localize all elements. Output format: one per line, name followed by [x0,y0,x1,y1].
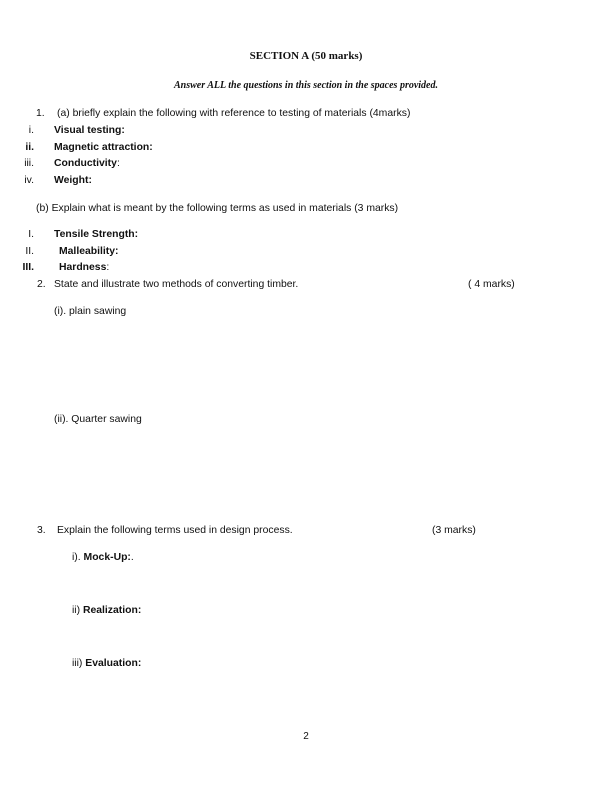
q2-number: 2. [37,279,46,290]
q2-item-quarter-sawing: (ii). Quarter sawing [54,414,142,425]
q3-number: 3. [37,525,46,536]
q1a-item-num: iv. [24,175,34,186]
q1b-text: (b) Explain what is meant by the following terms as used in materials (3 marks) [36,203,399,214]
q1a-item: Weight: [54,175,92,186]
q2-marks: ( 4 marks) [468,279,515,290]
q1a-text: (a) briefly explain the following with reference to testing of materials (4marks) [57,108,411,119]
q3-item-mockup: i). Mock-Up:. [72,552,134,563]
q1a-item-num: ii. [25,142,34,153]
q2-item-plain-sawing: (i). plain sawing [54,306,127,317]
q3-marks: (3 marks) [432,525,476,536]
q1-number: 1. [36,108,45,119]
q1b-item: Tensile Strength: [54,229,139,240]
q2-text: State and illustrate two methods of converting timber. [54,279,299,290]
page-number: 2 [303,731,309,742]
q3-text: Explain the following terms used in design process. [57,525,293,536]
q3-item-realization: ii) Realization: [72,605,142,616]
section-instruction: Answer ALL the questions in this section in the spaces provided. [173,80,438,91]
q1b-item-num: III. [22,262,34,273]
q1b-item: Hardness: [59,262,110,273]
q1a-item-num: i. [28,125,34,136]
q1a-item: Magnetic attraction: [54,142,153,153]
q1a-item-num: iii. [24,158,34,169]
q3-item-evaluation: iii) Evaluation: [72,658,142,669]
q1b-item-num: II. [25,246,34,257]
q1b-item: Malleability: [59,246,119,257]
q1b-item-num: I. [28,229,34,240]
q1a-item: Visual testing: [54,125,125,136]
q1a-item: Conductivity: [54,158,120,169]
section-title: SECTION A (50 marks) [249,50,363,62]
